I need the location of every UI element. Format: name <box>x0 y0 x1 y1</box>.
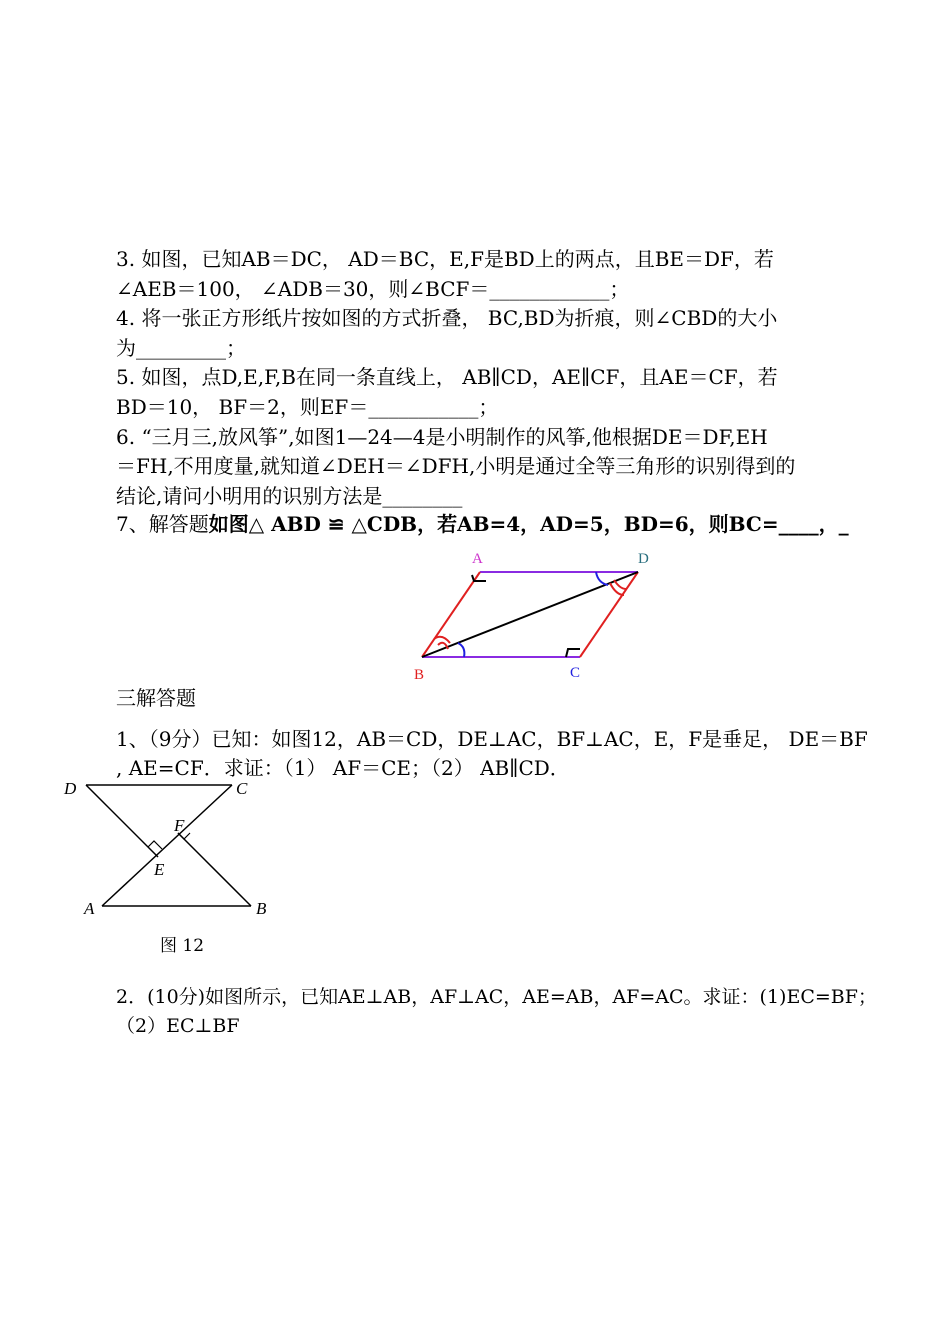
angle-mark-d-red <box>614 580 626 589</box>
edge-cd <box>580 572 638 657</box>
problem-4-line-2: 为_________； <box>116 336 246 360</box>
problem-7-body: 如图△ ABD ≌ △CDB，若AB=4，AD=5，BD=6，则BC=____，_ <box>208 512 849 536</box>
problem-5-line-1: 5. 如图，点D,E,F,B在同一条直线上， AB∥CD，AE∥CF，且AE＝CF，若 <box>116 365 778 389</box>
solve-1-line-1: 1、（9分）已知：如图12，AB＝CD，DE⊥AC，BF⊥AC，E，F是垂足， DE＝BF <box>116 727 868 751</box>
problem-6-line-2: ＝FH,不用度量,就知道∠DEH＝∠DFH,小明是通过全等三角形的识别得到的 <box>116 454 796 478</box>
segment-fb <box>178 833 251 906</box>
segment-de <box>86 785 158 857</box>
edge-ab <box>422 572 480 657</box>
problem-3-line-2: ∠AEB＝100， ∠ADB＝30，则∠BCF＝____________； <box>116 277 630 301</box>
figure-12 <box>60 775 280 920</box>
angle-mark-a <box>472 575 486 581</box>
label-a: A <box>472 551 483 567</box>
problem-5-line-2: BD＝10， BF＝2，则EF＝___________； <box>116 395 499 419</box>
right-angle-e <box>148 841 162 849</box>
label-a: A <box>84 899 95 918</box>
label-c: C <box>236 779 248 798</box>
figure-12-caption: 图 12 <box>160 936 205 956</box>
label-b: B <box>256 899 267 918</box>
solve-2-line-1: 2．(10分)如图所示，已知AE⊥AB，AF⊥AC，AE=AB，AF=AC。求证：(1)EC=BF； <box>116 986 877 1008</box>
label-f: F <box>174 816 185 835</box>
parallelogram-figure <box>400 545 670 685</box>
angle-mark-d-blue <box>596 572 608 585</box>
problem-6-line-3: 结论,请问小明用的识别方法是________ <box>116 484 463 508</box>
problem-3-line-1: 3. 如图，已知AB＝DC， AD＝BC，E,F是BD上的两点，且BE＝DF，若 <box>116 247 774 271</box>
angle-mark-c <box>566 649 580 657</box>
problem-7 <box>116 510 849 538</box>
section-title: 三解答题 <box>116 686 196 710</box>
label-d: D <box>64 779 77 798</box>
angle-mark-b-blue <box>458 643 464 657</box>
solve-2-line-2: （2）EC⊥BF <box>116 1015 240 1037</box>
label-e: E <box>154 860 165 879</box>
segment-ac <box>102 785 232 906</box>
solve-1-line-2: , AE=CF．求证：（1） AF＝CE；（2） AB∥CD． <box>116 756 570 780</box>
label-d: D <box>638 551 649 567</box>
label-c: C <box>570 665 581 681</box>
problem-7-prefix: 7、解答题 <box>116 512 209 536</box>
problem-4-line-1: 4. 将一张正方形纸片按如图的方式折叠， BC,BD为折痕，则∠CBD的大小 <box>116 306 778 330</box>
problem-6-line-1: 6. “三月三,放风筝”,如图1—24—4是小明制作的风筝,他根据DE＝DF,EH <box>116 425 768 449</box>
label-b: B <box>414 667 425 683</box>
